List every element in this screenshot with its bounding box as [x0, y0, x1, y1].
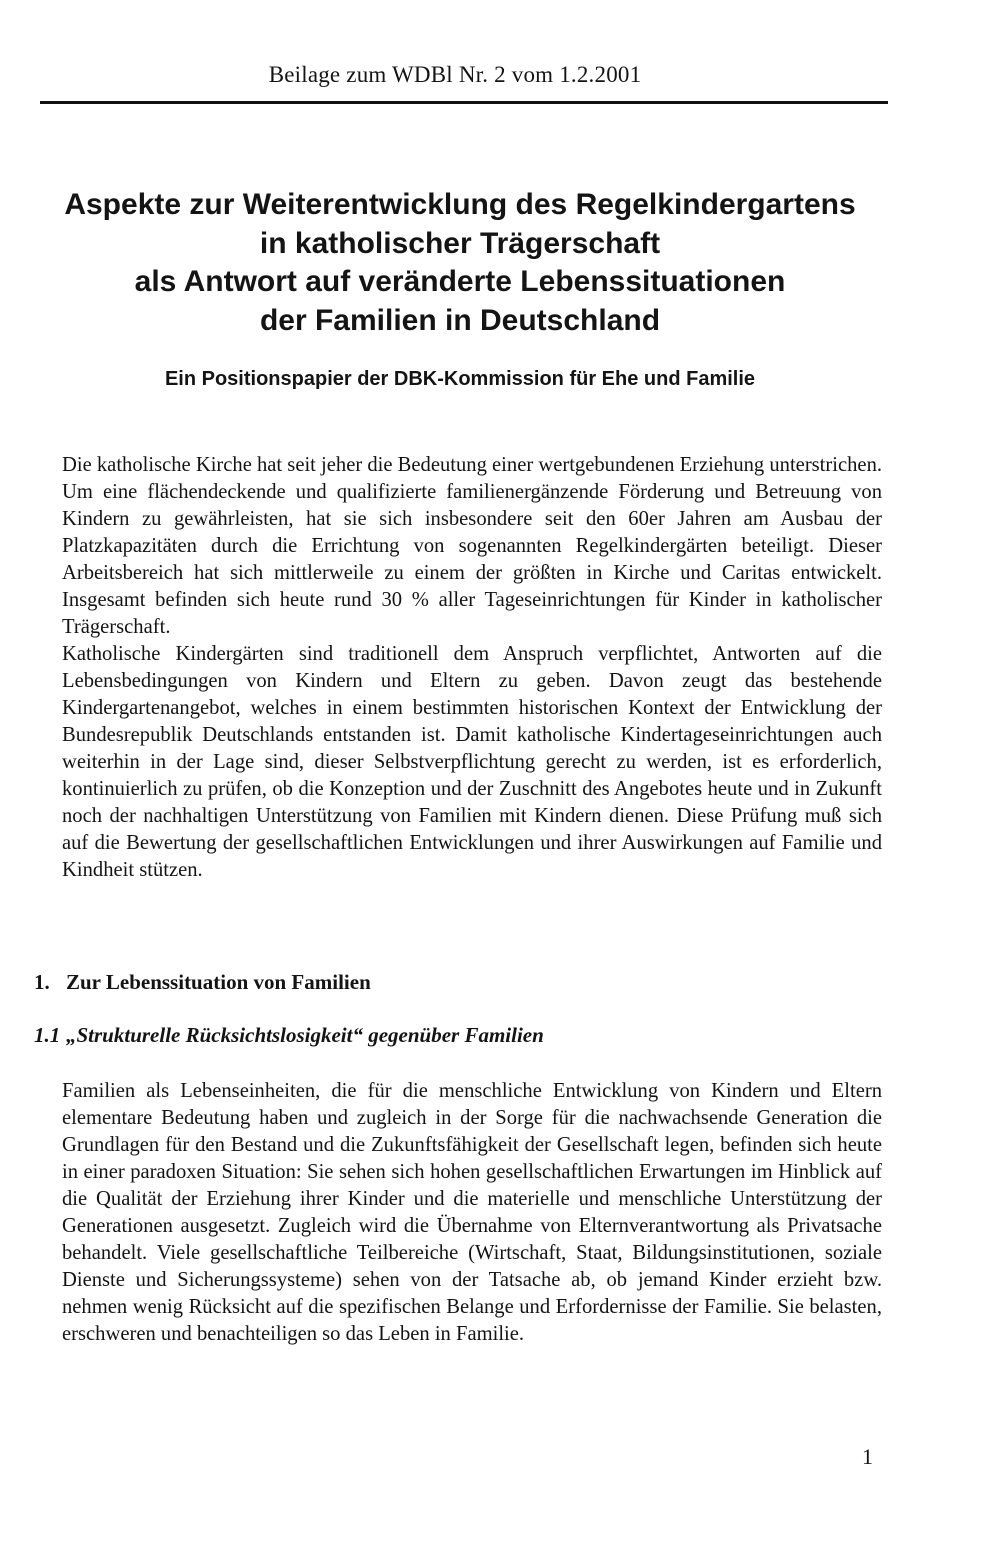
running-header: Beilage zum WDBl Nr. 2 vom 1.2.2001	[268, 62, 642, 87]
subsection-title: „Strukturelle Rücksichtslosigkeit“ gegenüber Familien	[66, 1023, 544, 1047]
document-title	[0, 186, 920, 340]
intro-paragraph: Katholische Kindergärten sind traditionell dem Anspruch verpflichtet, Antworten auf die Lebensbedingungen von Kindern und Eltern zu geben. Davon zeugt das bestehende Kindergartenangebot, welches in einem bestimmten historischen Kontext der Entwicklung der Bundesrepublik Deutschlands entstanden ist. Damit katholische Kindertageseinrichtungen auch weiterhin in der Lage sind, dieser Selbstverpflichtung gerecht zu werden, ist es erforderlich, kontinuierlich zu prüfen, ob die Konzeption und der Zuschnitt des Angebotes heute und in Zukunft noch der nachhaltigen Unterstützung von Familien mit Kindern dienen. Diese Prüfung muß sich auf die Bewertung der gesellschaftlichen Entwicklungen und ihrer Auswirkungen auf Familie und Kindheit stützen.	[62, 643, 882, 881]
intro-text	[62, 452, 882, 884]
header-rule	[40, 101, 888, 104]
page-number: 1	[862, 1444, 873, 1469]
section-body	[62, 1078, 882, 1348]
intro-paragraph: Die katholische Kirche hat seit jeher die Bedeutung einer wertgebundenen Erziehung unterstrichen. Um eine flächendeckende und qualifizierte familienergänzende Förderung und Betreuung von Kindern zu gewährleisten, hat sie sich insbesondere seit den 60er Jahren am Ausbau der Platzkapazitäten durch die Errichtung von sogenannten Regelkindergärten beteiligt. Dieser Arbeitsbereich hat sich mittlerweile zu einem der größten in Kirche und Caritas entwickelt. Insgesamt befinden sich heute rund 30 % aller Tageseinrichtungen für Kinder in katholischer Trägerschaft.	[62, 454, 883, 638]
title-line: Aspekte zur Weiterentwicklung des Regelkindergartens	[64, 188, 856, 221]
title-line: als Antwort auf veränderte Lebenssituationen	[134, 265, 786, 298]
subsection-heading	[34, 1023, 544, 1048]
title-line: in katholischer Trägerschaft	[259, 226, 661, 260]
subsection-number: 1.1	[34, 1023, 61, 1047]
document-subtitle: Ein Positionspapier der DBK-Kommission für Ehe und Familie	[164, 368, 756, 390]
title-line: der Familien in Deutschland	[259, 303, 661, 337]
section-number: 1.	[34, 970, 50, 994]
section-paragraph: Familien als Lebenseinheiten, die für die menschliche Entwicklung von Kindern und Eltern elementare Bedeutung haben und zugleich in der Sorge für die nachwachsende Generation die Grundlagen für den Bestand und die Zukunftsfähigkeit der Gesellschaft legen, befinden sich heute in einer paradoxen Situation: Sie sehen sich hohen gesellschaftlichen Erwartungen im Hinblick auf die Qualität der Erziehung ihrer Kinder und die materielle und menschliche Unterstützung der Generationen ausgesetzt. Zugleich wird die Übernahme von Elternverantwortung als Privatsache behandelt. Viele gesellschaftliche Teilbereiche (Wirtschaft, Staat, Bildungsinstitutionen, soziale Dienste und Sicherungssysteme) sehen von der Tatsache ab, ob jemand Kinder erzieht bzw. nehmen wenig Rücksicht auf die spezifischen Belange und Erfordernisse der Familie. Sie belasten, erschweren und benachteiligen so das Leben in Familie.	[62, 1080, 882, 1345]
section-heading	[34, 970, 371, 995]
section-title: Zur Lebenssituation von Familien	[66, 970, 371, 994]
